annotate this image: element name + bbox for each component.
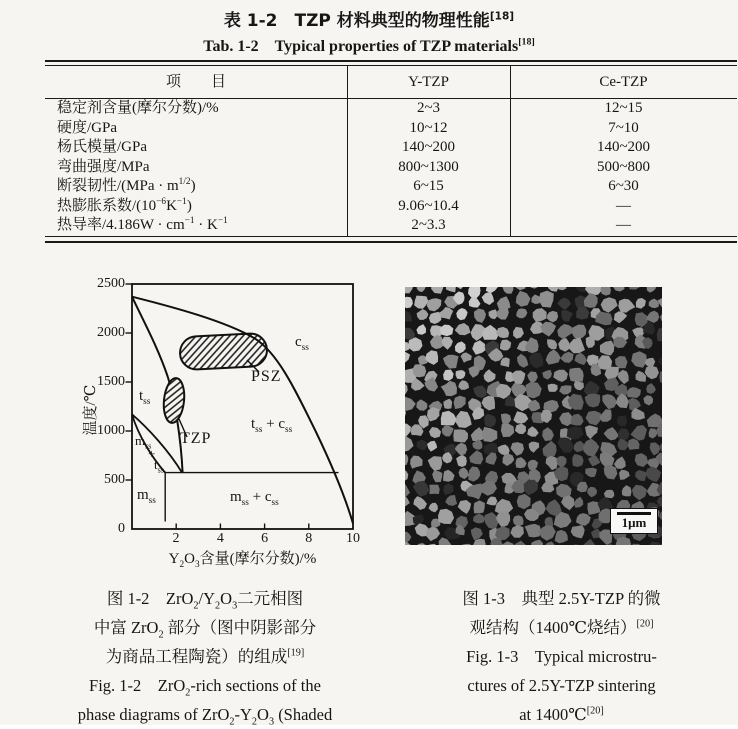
x-tick-label: 6 — [261, 531, 269, 546]
caption-line: Fig. 1-3 Typical microstru- — [466, 647, 657, 666]
phase-region-label-tss-css: $t_{ss} + c_{ss}$ — [251, 416, 293, 435]
caption-line: 图 1-3 典型 2.5Y-TZP 的微 — [462, 589, 661, 608]
row-label: 断裂韧性$/(MPa \cdot m^{1/2})$ — [57, 177, 196, 194]
caption-line: 为商品工程陶瓷）的组成[19] — [105, 647, 305, 666]
y-tick-label: 2500 — [97, 276, 125, 291]
figure1-caption — [40, 584, 370, 729]
caption-line: 图 1-2 $ZrO_2/Y_2O_3$二元相图 — [106, 589, 304, 612]
tzp-region-shape — [162, 377, 187, 424]
column-divider-1 — [347, 66, 348, 236]
table-header-row — [45, 66, 737, 99]
cell-ytzp: 140~200 — [401, 139, 456, 155]
row-label: 硬度/GPa — [57, 119, 118, 136]
cell-ytzp: 2~3.3 — [411, 217, 446, 233]
table-row — [45, 197, 737, 217]
cell-ytzp: 9.06~10.4 — [398, 197, 459, 214]
x-tick-label: 4 — [216, 531, 224, 546]
table-title-zh: 表 1-2 TZP 材料典型的物理性能[18] — [223, 10, 515, 31]
psz-label: PSZ — [251, 368, 282, 385]
micrograph-figure — [405, 287, 662, 545]
row-label: 弯曲强度/MPa — [57, 158, 150, 175]
cell-cetzp: 140~200 — [596, 139, 651, 155]
caption-line: ctures of 2.5Y-TZP sintering — [467, 676, 656, 695]
phase-region-label-mss-tss: + — [148, 446, 156, 461]
cell-ytzp: 6~15 — [413, 178, 444, 194]
micrograph-image — [405, 287, 662, 545]
y-tick-label: 1500 — [97, 374, 125, 389]
caption-line: at 1400℃[20] — [519, 705, 604, 724]
cell-cetzp: 7~10 — [608, 119, 639, 136]
column-divider-2 — [510, 66, 511, 236]
cell-cetzp: 6~30 — [608, 178, 639, 194]
y-tick-label: 1000 — [97, 423, 125, 438]
scale-bar-label: 1μm — [621, 514, 647, 530]
caption-line: phase diagrams of $ZrO_2-Y_2O_3$ (Shaded — [77, 705, 333, 728]
phase-region-label-mss: $m_{ss}$ — [137, 487, 156, 506]
table-row — [45, 158, 737, 178]
table-row — [45, 119, 737, 139]
caption-line: 中富 ZrO$_2$ 部分（图中阴影部分 — [93, 618, 317, 641]
phase-region-label-css: $c_{ss}$ — [295, 334, 309, 353]
phase-region-label-mss-tss: $t_{ss}$ — [154, 457, 164, 475]
caption-line: 观结构（1400℃烧结）[20] — [469, 618, 654, 637]
table-row — [45, 138, 737, 158]
table-row — [45, 216, 737, 236]
cell-ytzp: 2~3 — [416, 100, 441, 116]
cell-ytzp: 800~1300 — [398, 158, 459, 175]
table-title-en: Tab. 1-2 Typical properties of TZP materials[18] — [203, 36, 535, 55]
cell-ytzp: 10~12 — [409, 119, 448, 136]
row-label: 杨氏模量/GPa — [57, 139, 148, 155]
scale-bar — [610, 508, 658, 534]
row-label: 热导率$/4.186W \cdot cm^{-1} \cdot K^{-1}$ — [57, 216, 228, 233]
phase-region-label-tss: $t_{ss}$ — [139, 388, 151, 407]
x-axis-label: $Y_2O_3$含量(摩尔分数)/% — [168, 551, 317, 570]
cell-cetzp: 12~15 — [604, 100, 643, 116]
x-tick-label: 10 — [346, 531, 360, 546]
row-label: 稳定剂含量(摩尔分数)/% — [57, 100, 219, 116]
table-row — [45, 177, 737, 197]
y-tick-label: 2000 — [97, 325, 125, 340]
tzp-label: TZP — [180, 430, 212, 447]
table-row — [45, 99, 737, 119]
phase-region-label-mss-tss: $m_{ss}$ — [135, 433, 152, 451]
phase-diagram-figure — [75, 262, 397, 580]
cell-cetzp: — — [616, 197, 631, 214]
caption-line: Fig. 1-2 ZrO$_2$-rich sections of the — [89, 676, 321, 699]
header-cetzp: Ce-TZP — [599, 74, 648, 90]
properties-table — [45, 60, 737, 243]
y-axis-label: 温度/℃ — [83, 384, 99, 436]
y-tick-label: 0 — [118, 521, 125, 536]
x-tick-label: 2 — [172, 531, 180, 546]
cell-cetzp: 500~800 — [596, 158, 651, 175]
x-tick-label: 8 — [305, 531, 313, 546]
header-item: 项 目 — [165, 74, 226, 90]
cell-cetzp: — — [616, 217, 631, 233]
phase-region-label-mss-css: $m_{ss} + c_{ss}$ — [230, 489, 279, 508]
row-label: 热膨胀系数$/(10^{-6}K^{-1})$ — [57, 196, 192, 214]
y-tick-label: 500 — [104, 472, 125, 487]
figure2-caption — [398, 584, 725, 729]
table-bottom-thick-rule — [45, 241, 737, 244]
header-ytzp: Y-TZP — [408, 74, 449, 90]
